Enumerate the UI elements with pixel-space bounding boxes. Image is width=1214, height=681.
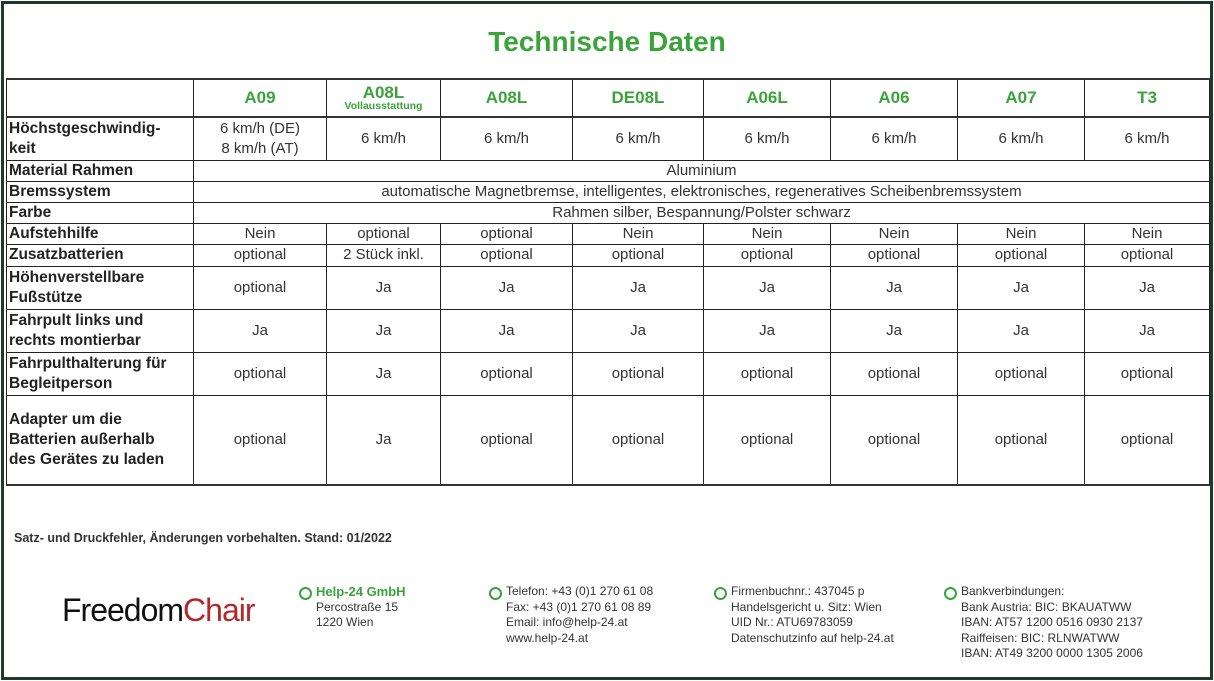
model-a06l: A06L (704, 79, 831, 117)
cell-span: Aluminium (194, 160, 1210, 181)
disclaimer-note: Satz- und Druckfehler, Änderungen vorbehalten. Stand: 01/2022 (14, 531, 392, 545)
model-a08l-voll: A08L Vollausstattung (327, 79, 441, 117)
cell: Ja (327, 395, 441, 485)
cell: optional (704, 352, 831, 395)
cell: Ja (704, 266, 831, 309)
row-brakes (7, 181, 1210, 202)
cell: optional (1085, 395, 1210, 485)
model-a09: A09 (194, 79, 327, 117)
cell: Ja (441, 266, 573, 309)
registry-uid: UID Nr.: ATU69783059 (731, 615, 853, 629)
bullet-circle-icon (489, 587, 502, 600)
cell: optional (327, 223, 441, 244)
cell: 6 km/h (441, 117, 573, 160)
cell: Ja (831, 309, 958, 352)
cell: optional (958, 395, 1085, 485)
freedomchair-logo: FreedomChair (62, 592, 255, 628)
cell: 6 km/h (573, 117, 704, 160)
cell: Nein (831, 223, 958, 244)
row-standup (7, 223, 1210, 244)
cell: optional (1085, 244, 1210, 266)
contact-web[interactable]: www.help-24.at (506, 630, 589, 645)
cell: Nein (194, 223, 327, 244)
cell: optional (441, 223, 573, 244)
registry-block (714, 584, 894, 646)
row-label: Farbe (7, 202, 194, 223)
row-color (7, 202, 1210, 223)
row-speed (7, 117, 1210, 160)
cell: 6 km/h (327, 117, 441, 160)
cell: optional (441, 244, 573, 266)
cell: optional (831, 244, 958, 266)
cell: Ja (958, 309, 1085, 352)
row-footrest (7, 266, 1210, 309)
cell: 6 km/h (1085, 117, 1210, 160)
row-frame (7, 160, 1210, 181)
row-label: Fahrpulthalterung für Begleitperson (7, 352, 194, 395)
cell: Ja (327, 352, 441, 395)
cell: optional (441, 352, 573, 395)
cell: Ja (194, 309, 327, 352)
cell: optional (194, 266, 327, 309)
cell: Ja (573, 266, 704, 309)
cell: Nein (573, 223, 704, 244)
cell: Ja (1085, 266, 1210, 309)
row-label: Höhenverstellbare Fußstütze (7, 266, 194, 309)
cell: 6 km/h (704, 117, 831, 160)
cell: Ja (441, 309, 573, 352)
cell: optional (831, 352, 958, 395)
company-city: 1220 Wien (316, 615, 374, 629)
bullet-circle-icon (944, 587, 957, 600)
model-a08l: A08L (441, 79, 573, 117)
row-joystick (7, 309, 1210, 352)
cell-speed-a09: 6 km/h (DE) 8 km/h (AT) (194, 117, 327, 160)
cell: optional (194, 395, 327, 485)
model-t3: T3 (1085, 79, 1210, 117)
cell: 6 km/h (958, 117, 1085, 160)
model-a07: A07 (958, 79, 1085, 117)
cell: 6 km/h (831, 117, 958, 160)
contact-fax: Fax: +43 (0)1 270 61 08 89 (506, 599, 652, 614)
spec-table (6, 78, 1210, 486)
cell: optional (573, 244, 704, 266)
bank-title: Bankverbindungen: (961, 584, 1065, 598)
row-holder (7, 352, 1210, 395)
row-batteries (7, 244, 1210, 266)
cell-span: automatische Magnetbremse, intelligentes, elektronisches, regeneratives Scheibenbremssystem (194, 181, 1210, 202)
cell: optional (831, 395, 958, 485)
registry-court: Handelsgericht u. Sitz: Wien (731, 599, 882, 614)
cell: optional (441, 395, 573, 485)
cell: Nein (704, 223, 831, 244)
cell: optional (958, 352, 1085, 395)
company-block (299, 584, 406, 631)
document-frame (1, 1, 1213, 680)
cell: Ja (327, 266, 441, 309)
row-label: Adapter um die Batterien außerhalb des Gerätes zu laden (7, 395, 194, 485)
row-label: Bremssystem (7, 181, 194, 202)
row-label: Höchstgeschwindig- keit (7, 117, 194, 160)
cell: Nein (1085, 223, 1210, 244)
header-row (7, 79, 1210, 117)
cell-span: Rahmen silber, Bespannung/Polster schwarz (194, 202, 1210, 223)
bank-2: Raiffeisen: BIC: RLNWATWW (961, 630, 1120, 645)
bank-iban-1: IBAN: AT57 1200 0516 0930 2137 (961, 615, 1143, 629)
page-title: Technische Daten (488, 26, 726, 57)
cell: optional (1085, 352, 1210, 395)
cell: Ja (327, 309, 441, 352)
cell: optional (194, 352, 327, 395)
company-street: Percostraße 15 (316, 599, 399, 614)
row-adapter (7, 395, 1210, 485)
header-corner (7, 79, 194, 117)
cell: optional (704, 244, 831, 266)
bullet-circle-icon (714, 587, 727, 600)
model-de08l: DE08L (573, 79, 704, 117)
row-label: Material Rahmen (7, 160, 194, 181)
cell: Ja (704, 309, 831, 352)
cell: Ja (958, 266, 1085, 309)
row-label: Fahrpult links und rechts montierbar (7, 309, 194, 352)
cell: optional (958, 244, 1085, 266)
bank-1: Bank Austria: BIC: BKAUATWW (961, 599, 1132, 614)
registry-number: Firmenbuchnr.: 437045 p (731, 584, 865, 598)
bullet-circle-icon (299, 587, 312, 600)
bank-iban-2: IBAN: AT49 3200 0000 1305 2006 (961, 646, 1143, 660)
bank-block (944, 584, 1143, 662)
cell: optional (573, 352, 704, 395)
model-a06: A06 (831, 79, 958, 117)
contact-email[interactable]: Email: info@help-24.at (506, 615, 628, 629)
cell: Ja (573, 309, 704, 352)
cell: optional (194, 244, 327, 266)
row-label: Aufstehhilfe (7, 223, 194, 244)
contact-block (489, 584, 653, 646)
model-subtitle: Vollausstattung (344, 99, 423, 112)
cell: 2 Stück inkl. (327, 244, 441, 266)
contact-phone: Telefon: +43 (0)1 270 61 08 (506, 584, 654, 598)
cell: optional (573, 395, 704, 485)
registry-privacy: Datenschutzinfo auf help-24.at (731, 630, 894, 645)
cell: Ja (1085, 309, 1210, 352)
cell: optional (704, 395, 831, 485)
cell: Nein (958, 223, 1085, 244)
cell: Ja (831, 266, 958, 309)
company-name: Help-24 GmbH (316, 584, 406, 599)
row-label: Zusatzbatterien (7, 244, 194, 266)
